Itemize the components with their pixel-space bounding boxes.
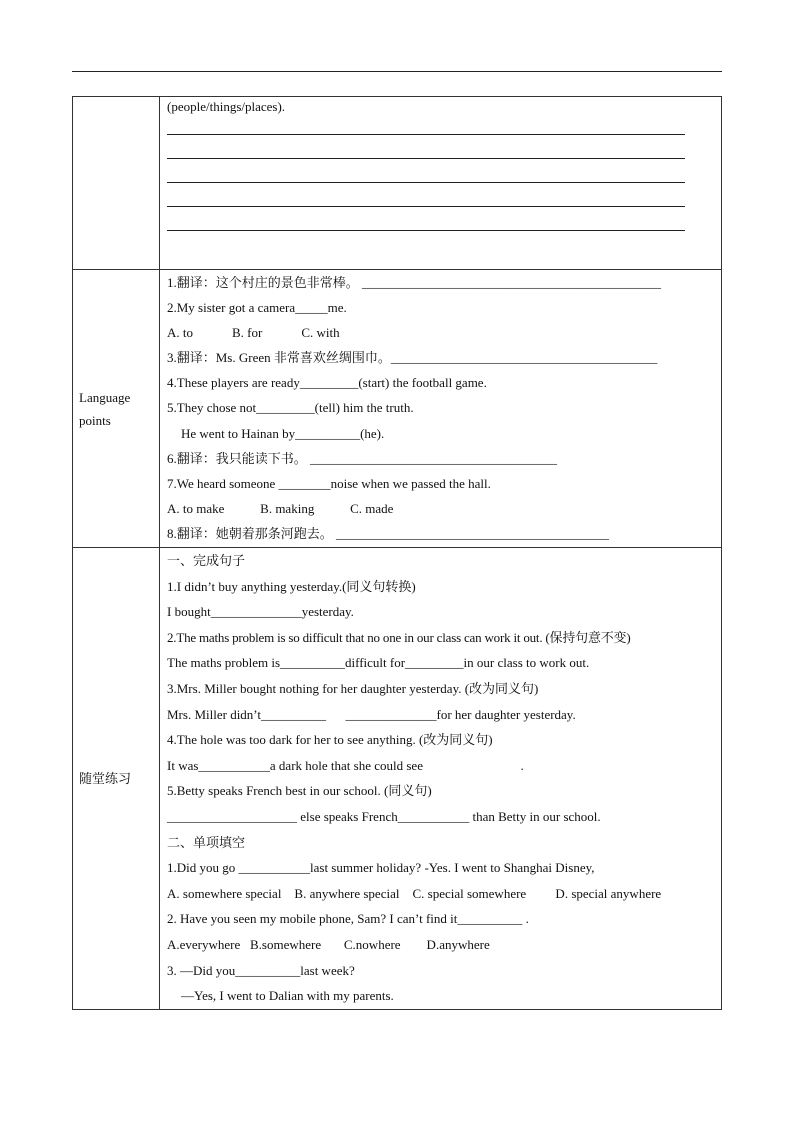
exercise-line: 2.My sister got a camera_____me. — [167, 300, 347, 316]
answer-line — [167, 213, 715, 237]
row-content — [160, 548, 722, 1010]
exercise-line: —Yes, I went to Dalian with my parents. — [181, 988, 394, 1004]
exercise-options: A. to make B. making C. made — [167, 500, 394, 516]
exercise-options: A.everywhere B.somewhere C.nowhere D.anywhere — [167, 936, 490, 952]
answer-line — [167, 189, 715, 213]
exercise-line: 3.翻译：Ms. Green 非常喜欢丝绸围巾。_________________________________________ — [167, 350, 658, 366]
exercise-line: 2.The maths problem is so difficult that no one in our class can work it out. (保持句意不变) — [167, 629, 631, 645]
exercise-line: 2. Have you seen my mobile phone, Sam? I can’t find it__________ . — [167, 911, 529, 927]
instruction-text: (people/things/places). — [167, 99, 286, 114]
row-content — [160, 270, 722, 548]
section-heading: 一、完成句子 — [167, 553, 246, 568]
header-rule — [72, 71, 722, 72]
worksheet-table — [72, 96, 722, 1010]
table-row — [73, 270, 722, 548]
answer-line — [167, 141, 715, 165]
exercise-line: I bought______________yesterday. — [167, 604, 354, 620]
table-row — [73, 97, 722, 270]
exercise-line: ____________________ else speaks French___________ than Betty in our school. — [167, 808, 601, 824]
row-label-empty — [73, 97, 160, 270]
exercise-line: 4.The hole was too dark for her to see anything. (改为同义句) — [167, 732, 493, 748]
row-label-practice: 随堂练习 — [73, 548, 160, 1010]
exercise-line: 3. —Did you__________last week? — [167, 962, 355, 978]
exercise-line: 1.Did you go ___________last summer holiday? -Yes. I went to Shanghai Disney, — [167, 860, 595, 876]
exercise-line: 5.They chose not_________(tell) him the truth. — [167, 400, 414, 416]
answer-line — [167, 165, 715, 189]
exercise-line: 1.翻译：这个村庄的景色非常棒。 ______________________________________________ — [167, 275, 662, 290]
exercise-line: 4.These players are ready_________(start) the football game. — [167, 375, 487, 391]
exercise-line: He went to Hainan by__________(he). — [181, 425, 385, 441]
section-heading: 二、单项填空 — [167, 834, 246, 850]
exercise-line: 6.翻译：我只能读下书。 ______________________________________ — [167, 450, 558, 466]
exercise-line: The maths problem is__________difficult for_________in our class to work out. — [167, 655, 590, 671]
exercise-line: Mrs. Miller didn’t__________ ______________for her daughter yesterday. — [167, 706, 576, 722]
answer-line — [167, 117, 715, 141]
row-label-language-points: Language points — [73, 270, 160, 548]
exercise-line: It was___________a dark hole that she could see . — [167, 757, 524, 773]
exercise-line: 7.We heard someone ________noise when we passed the hall. — [167, 475, 491, 491]
exercise-line: 5.Betty speaks French best in our school. (同义句) — [167, 783, 432, 799]
exercise-options: A. somewhere special B. anywhere special C. special somewhere D. special anywhere — [167, 885, 662, 901]
exercise-line: 1.I didn’t buy anything yesterday.(同义句转换) — [167, 578, 416, 594]
exercise-line: 8.翻译：她朝着那条河跑去。 __________________________________________ — [167, 525, 610, 541]
table-row — [73, 548, 722, 1010]
exercise-line: 3.Mrs. Miller bought nothing for her daughter yesterday. (改为同义句) — [167, 680, 539, 696]
exercise-options: A. to B. for C. with — [167, 325, 340, 341]
row-content — [160, 97, 722, 270]
